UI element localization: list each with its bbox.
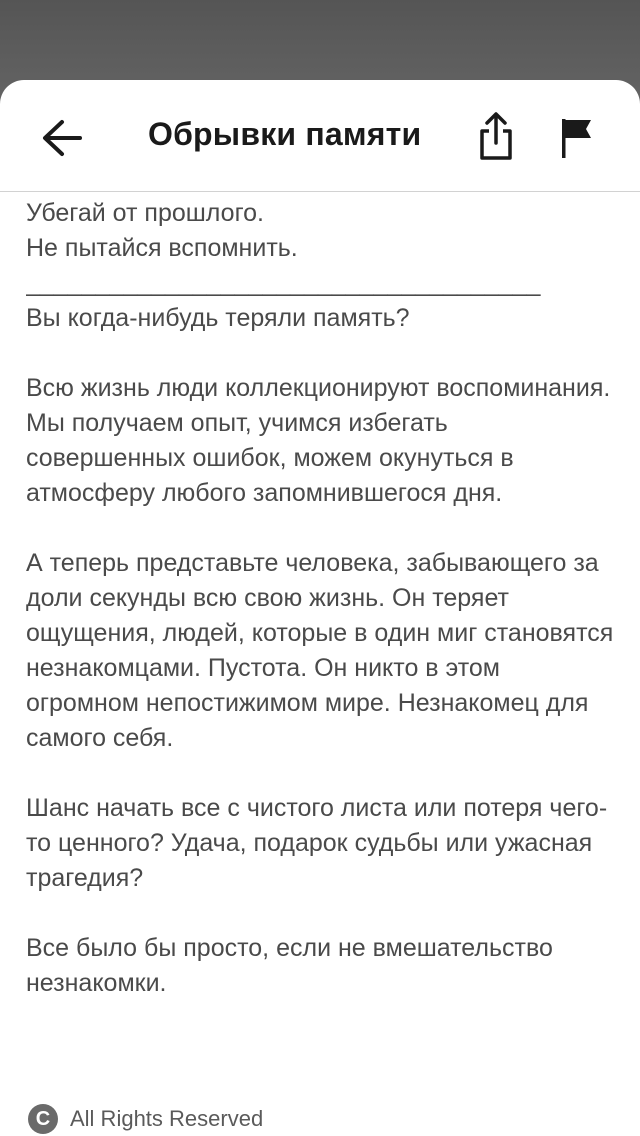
intro-line: Не пытайся вспомнить.	[26, 234, 298, 262]
arrow-left-icon	[40, 118, 84, 158]
story-content	[0, 192, 640, 1001]
story-title: Обрывки памяти	[148, 116, 422, 152]
share-icon	[478, 111, 514, 161]
story-paragraph: А теперь представьте человека, забывающего за доли секунды всю свою жизнь. Он теряет ощущения, людей, которые в один миг становятся незнакомцами. Пустота. Он никто в этом огромном непостижимом мире. Незнакомец для самого себя.	[26, 549, 614, 752]
story-question: Вы когда-нибудь теряли память?	[26, 304, 410, 332]
share-button[interactable]	[472, 106, 520, 166]
text-divider: _____________________________________	[26, 269, 541, 297]
story-paragraph: Всю жизнь люди коллекционируют воспоминания. Мы получаем опыт, учимся избегать совершенных ошибок, можем окунуться в атмосферу любого запомнившегося дня.	[26, 374, 611, 507]
flag-icon	[559, 116, 593, 160]
sheet-header	[0, 80, 640, 192]
story-paragraph: Шанс начать все с чистого листа или потеря чего-то ценного? Удача, подарок судьбы или ужасная трагедия?	[26, 794, 608, 892]
back-button[interactable]	[34, 110, 90, 166]
report-button[interactable]	[552, 110, 600, 166]
intro-line: Убегай от прошлого.	[26, 199, 265, 227]
rights-text: All Rights Reserved	[70, 1106, 264, 1131]
copyright-footer	[26, 1104, 263, 1134]
story-sheet	[0, 80, 640, 1136]
story-paragraph: Все было бы просто, если не вмешательство незнакомки.	[26, 934, 553, 997]
copyright-icon: C	[28, 1104, 58, 1134]
